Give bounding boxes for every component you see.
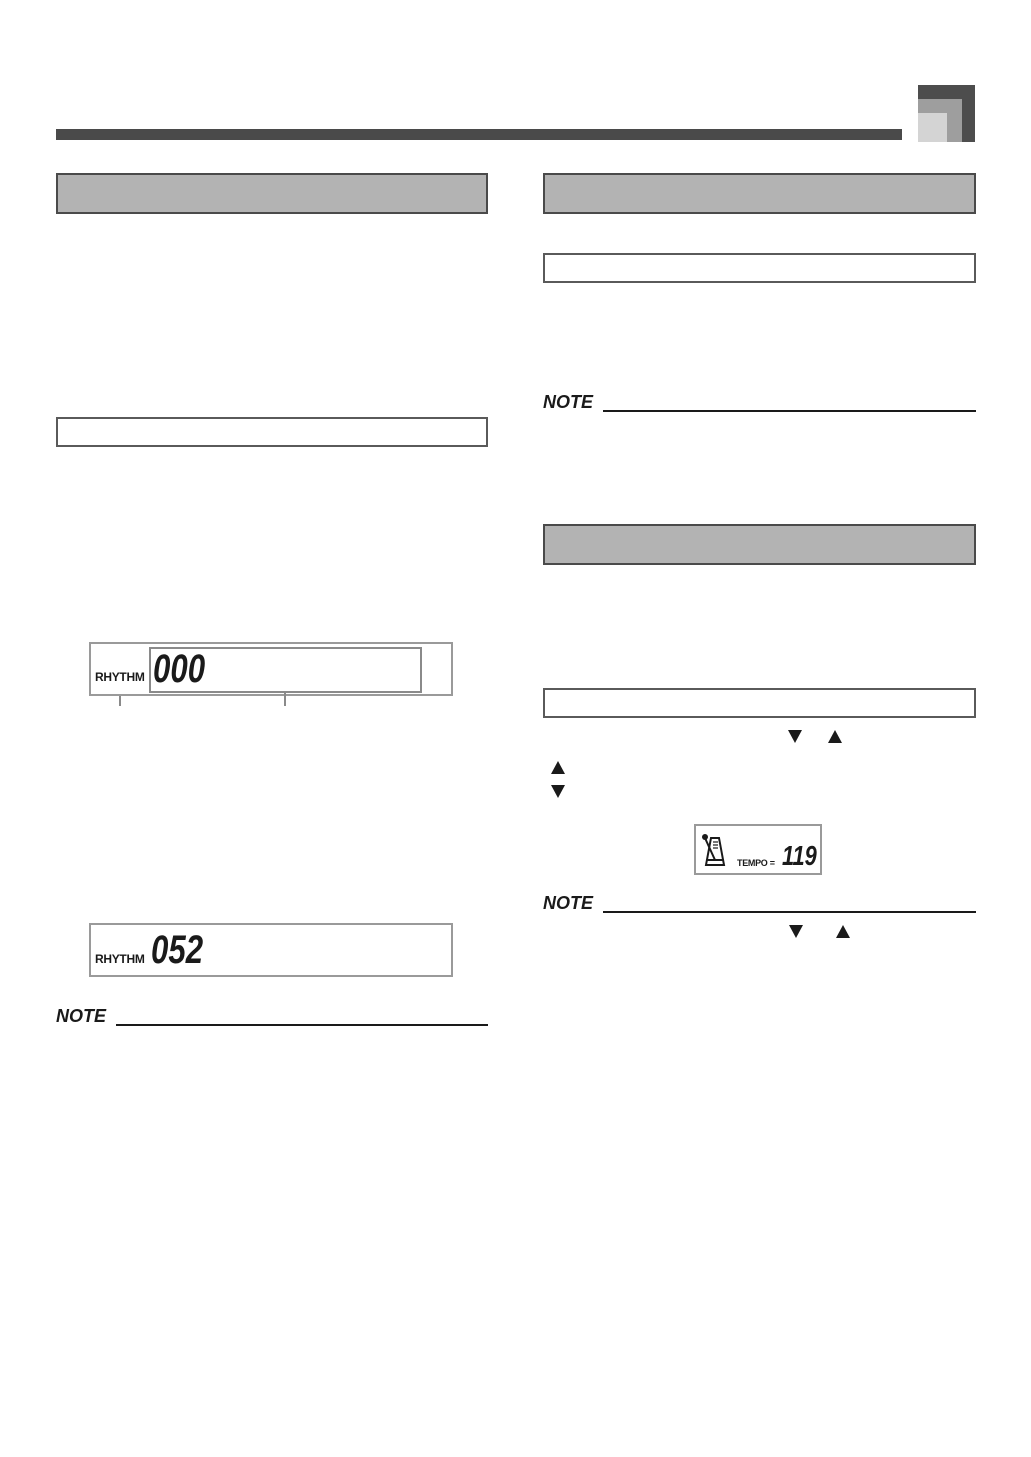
metronome-icon	[702, 832, 728, 868]
callout-leader-label	[119, 696, 121, 706]
subheading-box-right-1	[543, 253, 976, 283]
note-rule	[116, 1024, 488, 1026]
header-rule	[56, 129, 902, 140]
section-bar-right-2	[543, 524, 976, 565]
note-heading-left	[56, 1006, 488, 1030]
subheading-box-right-2	[543, 688, 976, 718]
note-label: NOTE	[543, 893, 594, 913]
section-bar-left-1	[56, 173, 488, 214]
callout-leader-number	[284, 692, 286, 706]
rhythm-label: RHYTHM	[95, 670, 145, 684]
rhythm-number: 052	[151, 928, 204, 972]
note-label: NOTE	[543, 392, 594, 412]
down-triangle-icon	[551, 785, 565, 798]
tempo-label: TEMPO =	[737, 858, 775, 868]
up-triangle-icon	[828, 730, 842, 743]
rhythm-number: 000	[153, 647, 206, 691]
rhythm-display-selected	[89, 923, 453, 977]
note-rule	[603, 410, 976, 412]
note-rule	[603, 911, 976, 913]
section-bar-right-1	[543, 173, 976, 214]
subheading-box-left-1	[56, 417, 488, 447]
note-heading-right-2	[543, 893, 976, 917]
corner-tab-light	[918, 113, 947, 142]
rhythm-number-frame	[149, 647, 422, 693]
rhythm-label: RHYTHM	[95, 952, 145, 966]
rhythm-display-initial	[89, 642, 453, 696]
tempo-value: 119	[782, 840, 817, 871]
down-triangle-icon	[789, 925, 803, 938]
tempo-display	[694, 824, 822, 875]
note-label: NOTE	[56, 1006, 107, 1026]
note-heading-right-1	[543, 392, 976, 416]
up-triangle-icon	[836, 925, 850, 938]
up-triangle-icon	[551, 761, 565, 774]
down-triangle-icon	[788, 730, 802, 743]
